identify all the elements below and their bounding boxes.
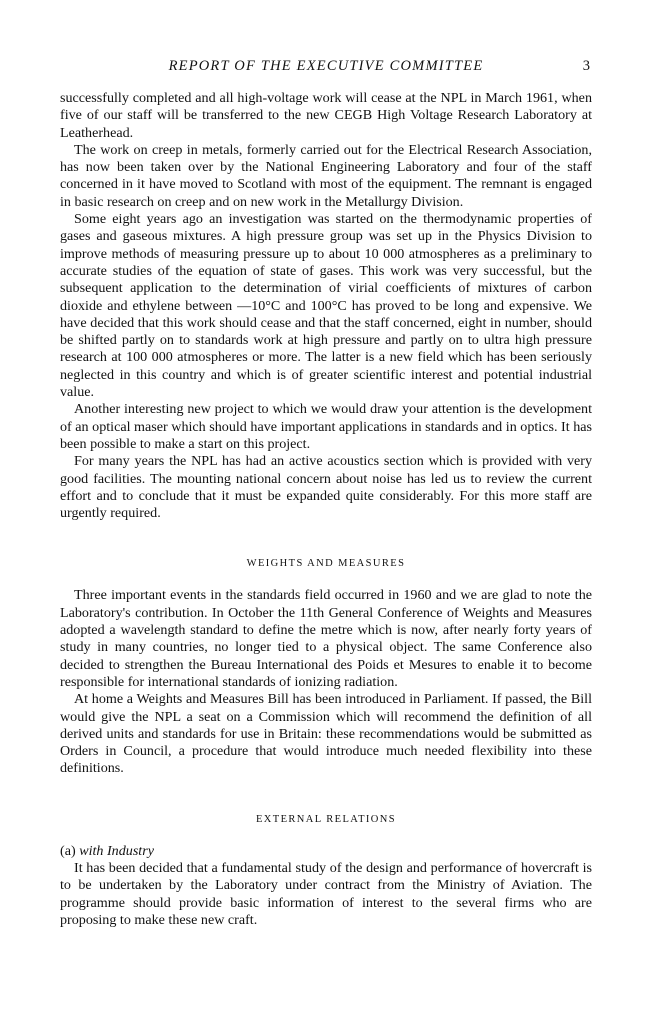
paragraph: For many years the NPL has had an active acoustics section which is provided with very good facilities. The mounting national concern about noise has led us to review the current effort and to conclude that it must be expanded quite considerably. For this more staff are urgently required. — [60, 453, 592, 522]
paragraph: successfully completed and all high-voltage work will cease at the NPL in March 1961, when five of our staff will be transferred to the new CEGB High Voltage Research Laboratory at Leatherhead. — [60, 90, 592, 141]
running-header — [60, 58, 592, 80]
paragraph: Three important events in the standards field occurred in 1960 and we are glad to note the Laboratory's contribution. In October the 11th General Conference of Weights and Measures adopted a wavelength standard to define the metre which is now, after nearly forty years of study in many countries, no longer tied to a physical object. The same Conference also decided to strengthen the Bureau International des Poids et Mesures to enable it to become responsible for international standards of ionizing radiation. — [60, 587, 592, 690]
paragraph: Another interesting new project to which we would draw your attention is the development of an optical maser which should have important applications in standards and in optics. It has been possible to make a start on this project. — [60, 401, 592, 452]
paragraph: It has been decided that a fundamental study of the design and performance of hovercraft is to be undertaken by the Laboratory under contract from the Ministry of Aviation. The programme should provide basic information of interest to the several firms who are proposing to make these new craft. — [60, 859, 592, 928]
paragraph: At home a Weights and Measures Bill has been introduced in Parliament. If passed, the Bill would give the NPL a seat on a Commission which will recommend the definition of all derived units and standards for use in Britain: these recommendations would be submitted as Orders in Council, a procedure that would introduce much needed flexibility into these definitions. — [60, 691, 592, 777]
page-number: 3 — [582, 58, 590, 74]
intro-section — [60, 90, 592, 522]
weights-and-measures-section — [60, 587, 592, 777]
subsection-label: with Industry — [79, 842, 154, 859]
paragraph: The work on creep in metals, formerly carried out for the Electrical Research Association, has now been taken over by the National Engineering Laboratory and four of the staff concerned in it have moved to Scotland with most of the equipment. The remnant is engaged in basic research on creep and on new work in the Metallurgy Division. — [60, 141, 592, 210]
section-heading-external-relations: EXTERNAL RELATIONS — [255, 813, 396, 825]
running-title: REPORT OF THE EXECUTIVE COMMITTEE — [168, 58, 484, 74]
section-heading-weights-and-measures: WEIGHTS AND MEASURES — [246, 558, 406, 570]
document-page — [60, 58, 592, 929]
subsection-heading — [60, 843, 592, 860]
external-relations-section — [60, 843, 592, 929]
paragraph: Some eight years ago an investigation was started on the thermodynamic properties of gases and gaseous mixtures. A high pressure group was set up in the Physics Division to improve methods of measuring pressure up to about 10 000 atmospheres as a preliminary to accurate studies of the equation of state of gases. This work was very successful, but the subsequent application to the determination of virial coefficients of mixtures of carbon dioxide and ethylene between —10°C and 100°C has proved to be long and expensive. We have decided that this work should cease and that the staff concerned, eight in number, should be shifted partly on to standards work at high pressure and partly on to ultra high pressure research at 100 000 atmospheres or more. The latter is a new field which has been seriously neglected in this country and which is of greater scientific interest and potential industrial value. — [60, 211, 592, 401]
subsection-marker: (a) — [60, 842, 76, 859]
